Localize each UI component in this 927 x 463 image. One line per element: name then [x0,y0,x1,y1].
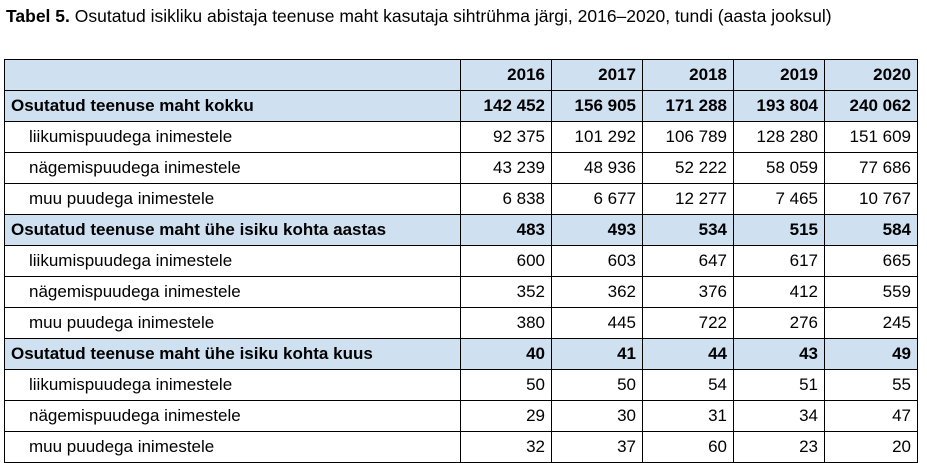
row-label: Osutatud teenuse maht kokku [5,91,461,122]
cell-value: 584 [825,215,918,246]
table-row [5,308,918,339]
cell-value: 6 677 [552,184,643,215]
cell-value: 32 [461,432,552,463]
table-row [5,370,918,401]
cell-value: 128 280 [734,122,825,153]
cell-value: 37 [552,432,643,463]
cell-value: 106 789 [643,122,734,153]
cell-value: 483 [461,215,552,246]
table-group-row [5,339,918,370]
cell-value: 412 [734,277,825,308]
cell-value: 493 [552,215,643,246]
table-header-row [5,60,918,91]
table-row [5,432,918,463]
cell-value: 49 [825,339,918,370]
cell-value: 52 222 [643,153,734,184]
cell-value: 23 [734,432,825,463]
header-year-2019: 2019 [734,60,825,91]
row-label: nägemispuudega inimestele [5,401,461,432]
header-label-cell [5,60,461,91]
cell-value: 245 [825,308,918,339]
row-label: liikumispuudega inimestele [5,246,461,277]
cell-value: 515 [734,215,825,246]
row-label: muu puudega inimestele [5,184,461,215]
caption-label: Tabel 5. [6,6,70,26]
cell-value: 58 059 [734,153,825,184]
cell-value: 44 [643,339,734,370]
cell-value: 92 375 [461,122,552,153]
cell-value: 445 [552,308,643,339]
cell-value: 12 277 [643,184,734,215]
row-label: nägemispuudega inimestele [5,277,461,308]
table-row [5,122,918,153]
cell-value: 43 [734,339,825,370]
header-year-2017: 2017 [552,60,643,91]
cell-value: 647 [643,246,734,277]
caption-text: Osutatud isikliku abistaja teenuse maht kasutaja sihtrühma järgi, 2016–2020, tundi (aasta jooksul) [69,6,832,26]
row-label: liikumispuudega inimestele [5,370,461,401]
cell-value: 34 [734,401,825,432]
cell-value: 48 936 [552,153,643,184]
cell-value: 10 767 [825,184,918,215]
cell-value: 47 [825,401,918,432]
cell-value: 617 [734,246,825,277]
data-table [4,59,918,463]
cell-value: 60 [643,432,734,463]
cell-value: 193 804 [734,91,825,122]
row-label: muu puudega inimestele [5,308,461,339]
cell-value: 20 [825,432,918,463]
cell-value: 6 838 [461,184,552,215]
cell-value: 171 288 [643,91,734,122]
header-year-2018: 2018 [643,60,734,91]
header-year-2016: 2016 [461,60,552,91]
table-row [5,184,918,215]
row-label: Osutatud teenuse maht ühe isiku kohta aastas [5,215,461,246]
table-group-row [5,215,918,246]
cell-value: 40 [461,339,552,370]
table-group-row [5,91,918,122]
cell-value: 376 [643,277,734,308]
cell-value: 240 062 [825,91,918,122]
cell-value: 559 [825,277,918,308]
table-row [5,401,918,432]
cell-value: 352 [461,277,552,308]
cell-value: 722 [643,308,734,339]
table-body [5,91,918,463]
cell-value: 55 [825,370,918,401]
row-label: Osutatud teenuse maht ühe isiku kohta kuus [5,339,461,370]
cell-value: 43 239 [461,153,552,184]
cell-value: 77 686 [825,153,918,184]
table-row [5,246,918,277]
row-label: nägemispuudega inimestele [5,153,461,184]
cell-value: 603 [552,246,643,277]
cell-value: 54 [643,370,734,401]
cell-value: 7 465 [734,184,825,215]
cell-value: 50 [552,370,643,401]
row-label: muu puudega inimestele [5,432,461,463]
cell-value: 665 [825,246,918,277]
cell-value: 142 452 [461,91,552,122]
cell-value: 534 [643,215,734,246]
row-label: liikumispuudega inimestele [5,122,461,153]
table-row [5,153,918,184]
cell-value: 51 [734,370,825,401]
cell-value: 362 [552,277,643,308]
cell-value: 41 [552,339,643,370]
cell-value: 276 [734,308,825,339]
cell-value: 31 [643,401,734,432]
header-year-2020: 2020 [825,60,918,91]
cell-value: 156 905 [552,91,643,122]
cell-value: 101 292 [552,122,643,153]
cell-value: 151 609 [825,122,918,153]
table-caption [6,6,918,26]
cell-value: 50 [461,370,552,401]
cell-value: 600 [461,246,552,277]
cell-value: 380 [461,308,552,339]
table-row [5,277,918,308]
cell-value: 30 [552,401,643,432]
cell-value: 29 [461,401,552,432]
